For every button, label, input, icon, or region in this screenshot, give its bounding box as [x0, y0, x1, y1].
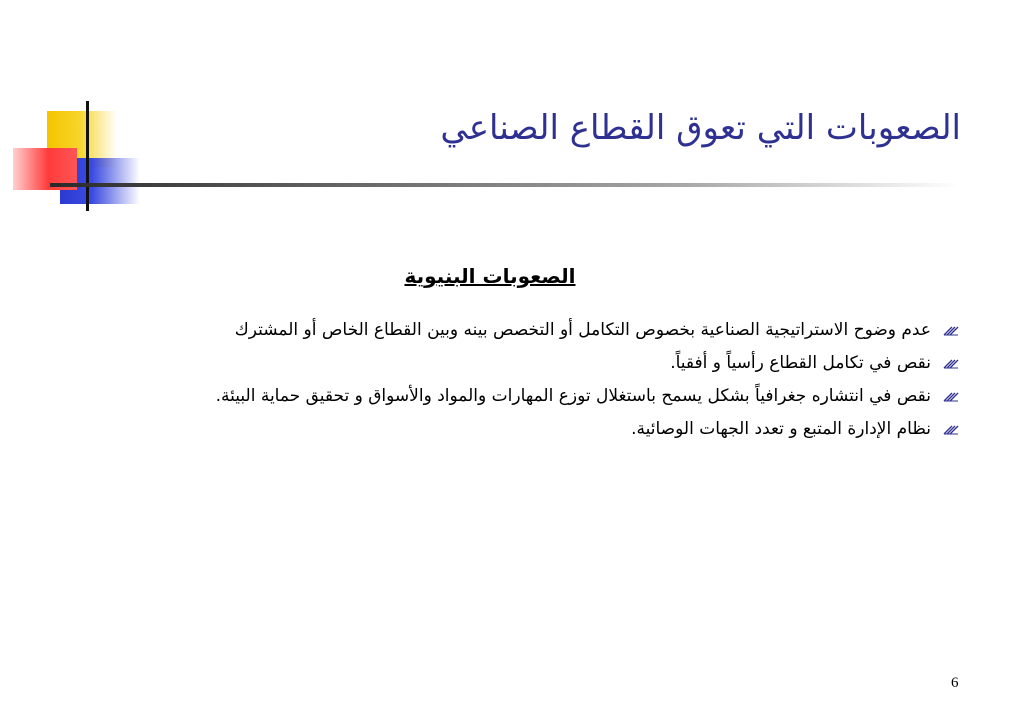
diagonal-lines-icon: [943, 355, 959, 369]
bullet-text: نقص في انتشاره جغرافياً بشكل يسمح باستغلال توزع المهارات والمواد والأسواق و تحقيق حماية البيئة.: [215, 386, 931, 406]
diagonal-lines-icon: [943, 421, 959, 435]
decorative-logo: [0, 0, 160, 220]
title-rule: [50, 183, 960, 187]
bullet-text: نقص في تكامل القطاع رأسياً و أفقياً.: [670, 353, 931, 373]
diagonal-lines-icon: [943, 322, 959, 336]
section-heading: الصعوبات البنيوية: [404, 264, 576, 288]
list-item: [131, 349, 931, 377]
slide-title: الصعوبات التي تعوق القطاع الصناعي: [440, 108, 961, 148]
bullet-list: [131, 316, 931, 448]
diagonal-lines-icon: [943, 388, 959, 402]
list-item: [131, 316, 931, 344]
page-number: 6: [951, 675, 959, 691]
list-item: [131, 415, 931, 443]
bullet-text: عدم وضوح الاستراتيجية الصناعية بخصوص التكامل أو التخصص بينه وبين القطاع الخاص أو المشترك: [234, 320, 931, 340]
list-item: [131, 382, 931, 410]
bullet-text: نظام الإدارة المتبع و تعدد الجهات الوصائية.: [631, 419, 931, 439]
vertical-line: [86, 101, 89, 211]
